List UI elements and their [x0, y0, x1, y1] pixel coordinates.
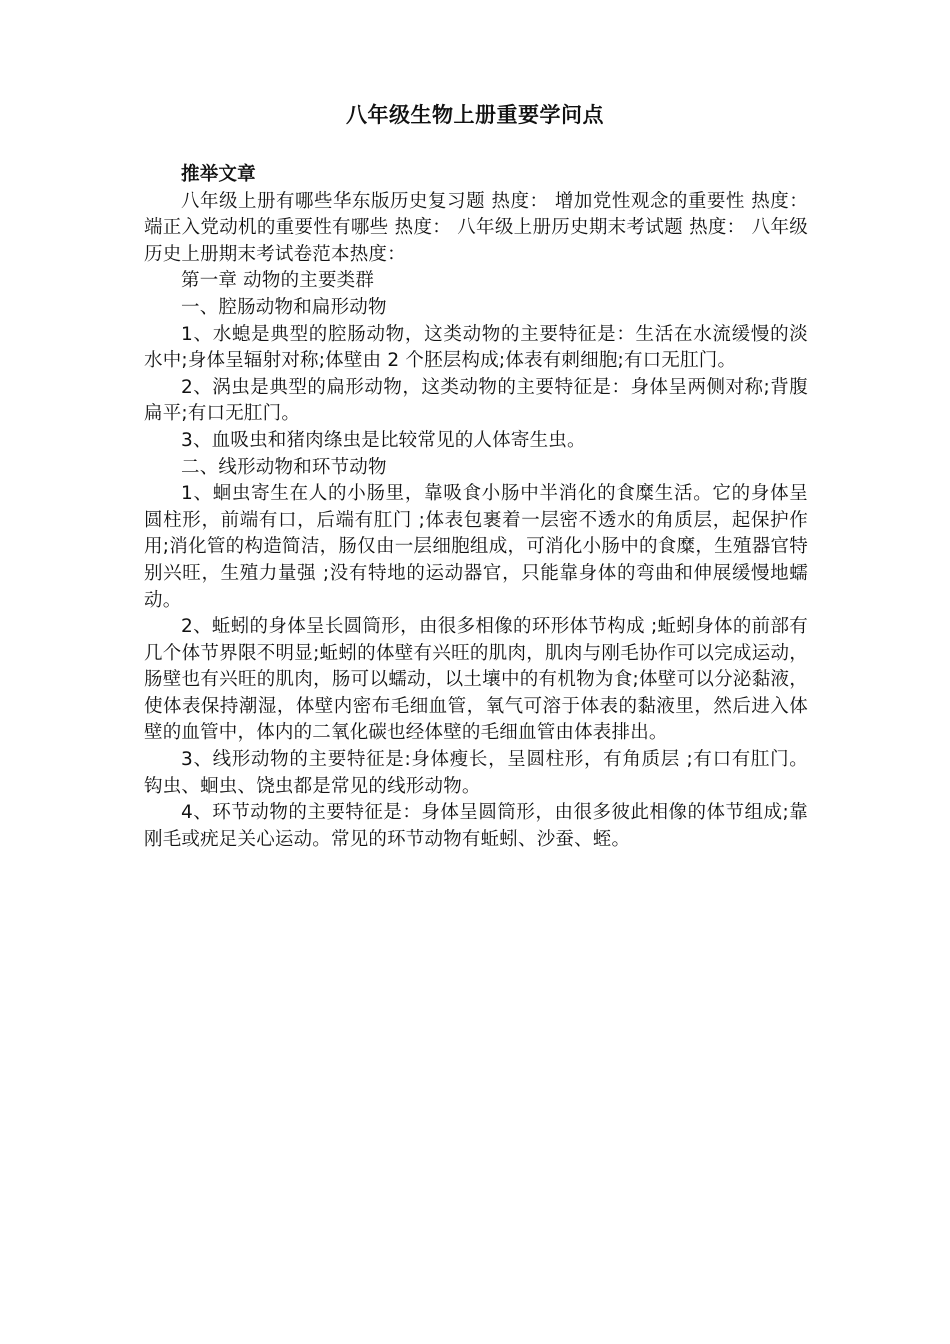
document-body [144, 162, 808, 853]
paragraph: 3、血吸虫和猪肉绦虫是比较常见的人体寄生虫。 [181, 429, 586, 451]
chapter-title: 第一章 动物的主要类群 [181, 270, 375, 292]
recommended-text: 八年级上册有哪些华东版历史复习题 热度： 增加党性观念的重要性 热度： 端正入党动机的重要性有哪些 热度： 八年级上册历史期末考试题 热度： 八年级历史上册期末考试卷范本热度： [144, 190, 808, 265]
paragraph: 2、蚯蚓的身体呈长圆筒形，由很多相像的环形体节构成 ;蚯蚓身体的前部有几个体节界限不明显;蚯蚓的体壁有兴旺的肌肉，肌肉与刚毛协作可以完成运动，肠壁也有兴旺的肌肉，肠可以蠕动，以土壤中的有机物为食;体壁可以分泌黏液，使体表保持潮湿，体壁内密布毛细血管，氧气可溶于体表的黏液里，然后进入体壁的血管中，体内的二氧化碳也经体壁的毛细血管由体表排出。 [144, 616, 808, 744]
paragraph: 3、线形动物的主要特征是:身体瘦长，呈圆柱形，有角质层 ;有口有肛门。钩虫、蛔虫、饶虫都是常见的线形动物。 [144, 749, 808, 797]
section-title: 一、腔肠动物和扁形动物 [181, 296, 387, 318]
paragraph: 1、蛔虫寄生在人的小肠里，靠吸食小肠中半消化的食糜生活。它的身体呈圆柱形，前端有口，后端有肛门 ;体表包裹着一层密不透水的角质层，起保护作用;消化管的构造简洁，肠仅由一层细胞组成，可消化小肠中的食糜，生殖器官特别兴旺，生殖力量强 ;没有特地的运动器官，只能靠身体的弯曲和伸展缓慢地蠕动。 [144, 483, 808, 611]
section-title: 二、线形动物和环节动物 [181, 456, 387, 478]
paragraph: 4、环节动物的主要特征是：身体呈圆筒形，由很多彼此相像的体节组成;靠刚毛或疣足关心运动。常见的环节动物有蚯蚓、沙蚕、蛭。 [144, 802, 808, 850]
paragraph: 1、水螅是典型的腔肠动物，这类动物的主要特征是：生活在水流缓慢的淡水中;身体呈辐射对称;体壁由 2 个胚层构成;体表有刺细胞;有口无肛门。 [144, 323, 808, 372]
recommended-heading: 推举文章 [181, 164, 256, 185]
document-title: 八年级生物上册重要学问点 [346, 103, 604, 127]
paragraph: 2、涡虫是典型的扁形动物，这类动物的主要特征是：身体呈两侧对称;背腹扁平;有口无肛门。 [144, 376, 808, 425]
